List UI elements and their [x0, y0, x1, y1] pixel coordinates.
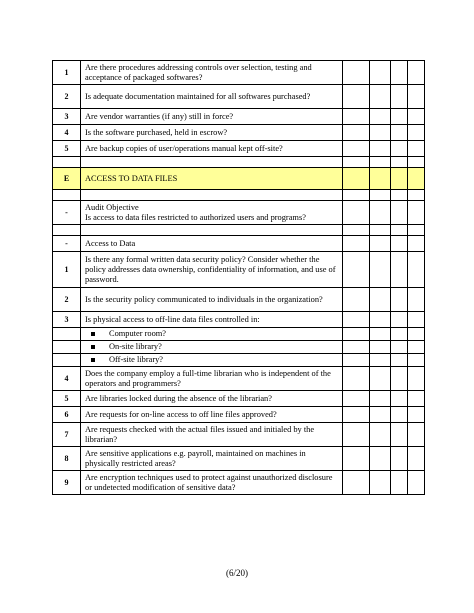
question-text: Does the company employ a full-time librarian who is independent of the operators and programmers?	[81, 367, 343, 391]
row-number: E	[53, 168, 81, 190]
response-cell[interactable]	[343, 367, 370, 391]
response-cell[interactable]	[370, 354, 391, 367]
table-row	[53, 109, 425, 125]
question-text: Are there procedures addressing controls over selection, testing and acceptance of packaged softwares?	[81, 61, 343, 85]
question-text: Is physical access to off-line data files controlled in:	[81, 312, 343, 328]
response-cell[interactable]	[343, 157, 370, 168]
response-cell[interactable]	[370, 391, 391, 407]
bullet-text: Computer room?	[109, 329, 166, 338]
response-cell[interactable]	[391, 407, 408, 423]
response-cell[interactable]	[343, 190, 370, 201]
response-cell[interactable]	[370, 252, 391, 288]
table-row	[53, 423, 425, 447]
response-cell[interactable]	[370, 423, 391, 447]
row-number	[53, 328, 81, 341]
response-cell[interactable]	[370, 201, 391, 225]
response-cell[interactable]	[408, 407, 425, 423]
response-cell[interactable]	[408, 157, 425, 168]
question-text: Access to Data	[81, 236, 343, 252]
row-number	[53, 190, 81, 201]
row-number: 3	[53, 109, 81, 125]
table-row	[53, 252, 425, 288]
response-cell[interactable]	[391, 141, 408, 157]
response-cell[interactable]	[370, 125, 391, 141]
row-number: 7	[53, 423, 81, 447]
response-cell[interactable]	[370, 471, 391, 495]
audit-objective-text: Is access to data files restricted to authorized users and programs?	[85, 212, 306, 222]
response-cell[interactable]	[391, 157, 408, 168]
row-number: -	[53, 236, 81, 252]
table-row	[53, 312, 425, 328]
table-row	[53, 61, 425, 85]
spacer-row	[53, 157, 425, 168]
question-text	[81, 225, 343, 236]
row-number: -	[53, 201, 81, 225]
response-cell[interactable]	[343, 85, 370, 109]
row-number: 9	[53, 471, 81, 495]
response-cell[interactable]	[408, 328, 425, 341]
table-row	[53, 288, 425, 312]
spacer-row	[53, 225, 425, 236]
response-cell[interactable]	[391, 225, 408, 236]
response-cell[interactable]	[408, 423, 425, 447]
square-bullet-icon	[91, 332, 95, 336]
response-cell[interactable]	[391, 288, 408, 312]
table-row	[53, 367, 425, 391]
response-cell[interactable]	[343, 61, 370, 85]
response-cell[interactable]	[370, 407, 391, 423]
response-cell[interactable]	[343, 236, 370, 252]
response-cell[interactable]	[391, 391, 408, 407]
response-cell[interactable]	[408, 190, 425, 201]
response-cell[interactable]	[343, 423, 370, 447]
question-text: Are vendor warranties (if any) still in force?	[81, 109, 343, 125]
audit-checklist-table	[52, 60, 425, 495]
row-number	[53, 341, 81, 354]
response-cell[interactable]	[343, 225, 370, 236]
row-number: 3	[53, 312, 81, 328]
response-cell[interactable]	[370, 236, 391, 252]
response-cell[interactable]	[391, 236, 408, 252]
response-cell[interactable]	[343, 328, 370, 341]
question-text	[81, 190, 343, 201]
response-cell[interactable]	[343, 252, 370, 288]
response-cell[interactable]	[343, 125, 370, 141]
page-number: (6/20)	[226, 568, 248, 578]
row-number	[53, 225, 81, 236]
response-cell[interactable]	[408, 61, 425, 85]
table-row	[53, 471, 425, 495]
response-cell[interactable]	[343, 407, 370, 423]
row-number: 5	[53, 391, 81, 407]
response-cell[interactable]	[343, 141, 370, 157]
question-text: Are requests checked with the actual files issued and initialed by the librarian?	[81, 423, 343, 447]
table-row	[53, 407, 425, 423]
response-cell[interactable]	[370, 367, 391, 391]
response-cell[interactable]	[343, 391, 370, 407]
section-title: ACCESS TO DATA FILES	[81, 168, 343, 190]
row-number: 1	[53, 252, 81, 288]
response-cell[interactable]	[408, 447, 425, 471]
spacer-row	[53, 190, 425, 201]
bullet-cell	[81, 328, 343, 341]
audit-objective-cell	[81, 201, 343, 225]
response-cell[interactable]	[391, 201, 408, 225]
table-row	[53, 125, 425, 141]
audit-objective-title: Audit Objective	[85, 202, 139, 212]
response-cell[interactable]	[408, 85, 425, 109]
response-cell[interactable]	[391, 471, 408, 495]
square-bullet-icon	[91, 358, 95, 362]
response-cell[interactable]	[391, 312, 408, 328]
response-cell[interactable]	[391, 341, 408, 354]
table-row	[53, 201, 425, 225]
table-row	[53, 447, 425, 471]
row-number: 4	[53, 367, 81, 391]
square-bullet-icon	[91, 345, 95, 349]
response-cell[interactable]	[391, 252, 408, 288]
response-cell[interactable]	[370, 157, 391, 168]
response-cell[interactable]	[391, 85, 408, 109]
table-row	[53, 341, 425, 354]
question-text: Is there any formal written data security policy? Consider whether the policy addresses data ownership, confidentiality of information, and use of password.	[81, 252, 343, 288]
response-cell[interactable]	[370, 168, 391, 190]
question-text: Is the security policy communicated to individuals in the organization?	[81, 288, 343, 312]
row-number: 1	[53, 61, 81, 85]
table-row	[53, 354, 425, 367]
response-cell[interactable]	[370, 328, 391, 341]
response-cell[interactable]	[370, 288, 391, 312]
response-cell[interactable]	[391, 447, 408, 471]
row-number	[53, 157, 81, 168]
row-number: 8	[53, 447, 81, 471]
row-number: 6	[53, 407, 81, 423]
response-cell[interactable]	[343, 341, 370, 354]
response-cell[interactable]	[391, 328, 408, 341]
row-number: 4	[53, 125, 81, 141]
table-row	[53, 391, 425, 407]
response-cell[interactable]	[343, 201, 370, 225]
response-cell[interactable]	[370, 109, 391, 125]
table-row	[53, 328, 425, 341]
response-cell[interactable]	[370, 61, 391, 85]
response-cell[interactable]	[408, 391, 425, 407]
response-cell[interactable]	[370, 341, 391, 354]
question-text: Are requests for on-line access to off line files approved?	[81, 407, 343, 423]
response-cell[interactable]	[343, 168, 370, 190]
response-cell[interactable]	[391, 61, 408, 85]
table-row	[53, 85, 425, 109]
response-cell[interactable]	[370, 190, 391, 201]
response-cell[interactable]	[391, 423, 408, 447]
response-cell[interactable]	[408, 109, 425, 125]
row-number: 2	[53, 288, 81, 312]
response-cell[interactable]	[408, 367, 425, 391]
question-text	[81, 157, 343, 168]
response-cell[interactable]	[408, 312, 425, 328]
question-text: Are libraries locked during the absence of the librarian?	[81, 391, 343, 407]
question-text: Are sensitive applications e.g. payroll, maintained on machines in physically restricted areas?	[81, 447, 343, 471]
row-number	[53, 354, 81, 367]
response-cell[interactable]	[408, 125, 425, 141]
row-number: 5	[53, 141, 81, 157]
response-cell[interactable]	[408, 168, 425, 190]
response-cell[interactable]	[370, 141, 391, 157]
response-cell[interactable]	[343, 288, 370, 312]
bullet-text: Off-site library?	[109, 355, 164, 364]
response-cell[interactable]	[408, 288, 425, 312]
table-row	[53, 236, 425, 252]
question-text: Are backup copies of user/operations manual kept off-site?	[81, 141, 343, 157]
bullet-text: On-site library?	[109, 342, 162, 351]
question-text: Is the software purchased, held in escrow?	[81, 125, 343, 141]
response-cell[interactable]	[408, 354, 425, 367]
response-cell[interactable]	[408, 341, 425, 354]
response-cell[interactable]	[343, 109, 370, 125]
response-cell[interactable]	[343, 447, 370, 471]
response-cell[interactable]	[391, 367, 408, 391]
response-cell[interactable]	[391, 125, 408, 141]
question-text: Is adequate documentation maintained for all softwares purchased?	[81, 85, 343, 109]
row-number: 2	[53, 85, 81, 109]
response-cell[interactable]	[408, 225, 425, 236]
response-cell[interactable]	[343, 471, 370, 495]
response-cell[interactable]	[408, 471, 425, 495]
response-cell[interactable]	[408, 252, 425, 288]
response-cell[interactable]	[408, 201, 425, 225]
response-cell[interactable]	[391, 354, 408, 367]
response-cell[interactable]	[408, 236, 425, 252]
table-row	[53, 141, 425, 157]
response-cell[interactable]	[370, 85, 391, 109]
bullet-cell	[81, 354, 343, 367]
response-cell[interactable]	[370, 312, 391, 328]
response-cell[interactable]	[391, 190, 408, 201]
response-cell[interactable]	[343, 354, 370, 367]
question-text: Are encryption techniques used to protect against unauthorized disclosure or undetected modification of sensitive data?	[81, 471, 343, 495]
response-cell[interactable]	[370, 225, 391, 236]
response-cell[interactable]	[408, 141, 425, 157]
section-row	[53, 168, 425, 190]
response-cell[interactable]	[370, 447, 391, 471]
response-cell[interactable]	[343, 312, 370, 328]
response-cell[interactable]	[391, 109, 408, 125]
response-cell[interactable]	[391, 168, 408, 190]
bullet-cell	[81, 341, 343, 354]
